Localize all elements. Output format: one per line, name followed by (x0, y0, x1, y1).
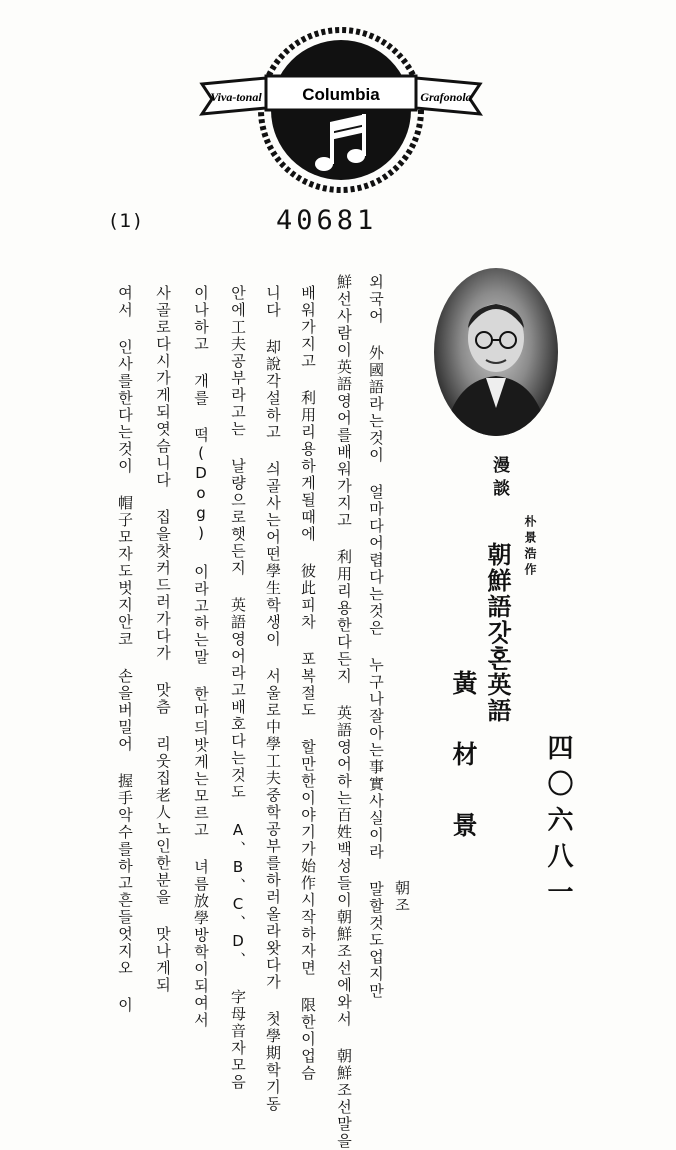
body-column-1: 朝조 (393, 880, 411, 914)
record-title: 朝鮮語갓혼英語 (483, 542, 512, 724)
label-right-text: Grafonola (420, 90, 472, 104)
label-left-text: Viva-tonal (210, 90, 262, 104)
body-column-3: 鮮선사람이英語영어를배워가지고 利用리용한다든지 英語영어하는百姓백성들이朝鮮조선에와서 朝鮮조선말을 (335, 274, 353, 1150)
side-number: (1) (110, 210, 143, 232)
catalog-number: 40681 (276, 205, 378, 236)
body-column-2: 외국어 外國語라는것이 얼마다어렵다는것은 누구나잘아는事實사실이라 말할것도업지만 (367, 274, 385, 1000)
body-column-4: 배워가지고 利用리용하게될때에 彼此피차 포복절도 할만한이야기가始作시작하자면 限한이업슴 (299, 285, 317, 1082)
label-center-text: Columbia (302, 85, 380, 104)
body-column-7: 이나하고 개를 떡(Dog) 이라고하는말 한마듸밧게는모르고 녀름放學방학이되여서 (192, 285, 210, 1029)
kanji-catalog-number: 四〇六八一 (543, 734, 573, 914)
author-label: 朴景浩作 (523, 515, 537, 579)
body-column-8: 사골로다시가게되엿슴니다 집을찻커드러가다가 맛츰 리웃집老人노인한분을 맛나게되 (154, 285, 172, 994)
body-column-6: 안에工夫공부라고는 날량으로햇든지 英語영어라고배호다는것도 A、B、C、D、 字母音자모음 (229, 285, 247, 1091)
performer-name: 黃材景 (449, 670, 478, 883)
body-column-5: 니다 却說각설하고 싀골사는어떤學生학생이 서울로中學工夫중학공부를하러올라왓다가 첫學期학기동 (264, 285, 282, 1113)
genre-label: 漫談 (489, 456, 509, 502)
body-column-9: 여서 인사를한다는것이 帽子모자도벗지안코 손을버밀어 握手악수를하고흔들엇지오 이 (116, 285, 134, 1014)
author-portrait (434, 268, 558, 436)
columbia-logo (196, 26, 486, 194)
